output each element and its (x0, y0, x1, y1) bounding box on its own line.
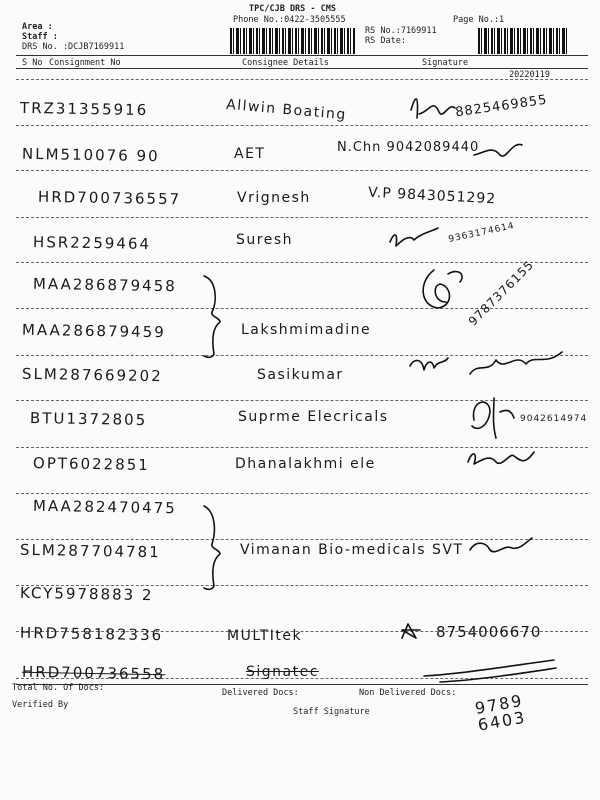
barcode-drs (230, 28, 355, 54)
consignee-phone: 9042614974 (520, 414, 588, 424)
signature-scribble (414, 262, 474, 322)
rs-date: RS Date: (365, 36, 406, 46)
consignee-phone: 8825469855 (454, 92, 549, 121)
verified-by-label: Verified By (12, 700, 69, 710)
consignee-name: Vrignesh (237, 190, 311, 206)
date-stamp: 20220119 (509, 70, 550, 80)
area-label: Area : (22, 22, 53, 32)
consignee-name: Suprme Elecricals (238, 409, 389, 425)
row-divider (16, 493, 588, 494)
consignee-phone: 8754006670 (436, 623, 542, 641)
consignee-name: Allwin Boating (225, 96, 348, 124)
consignment-number: HSR2259464 (32, 232, 152, 254)
consignment-number: TRZ31355916 (19, 98, 149, 120)
rs-number: RS No.:7169911 (365, 26, 437, 36)
col-consignee: Consignee Details (242, 58, 329, 68)
consignment-number: OPT6022851 (32, 453, 150, 475)
signature-scribble (466, 534, 536, 558)
consignee-name: Lakshmimadine (241, 322, 372, 338)
consignment-number: BTU1372805 (29, 408, 148, 430)
consignment-number: MAA286879458 (32, 274, 177, 296)
consignment-number: NLM510076 90 (21, 144, 160, 166)
page-number: Page No.:1 (453, 15, 505, 25)
signature-scribble (470, 133, 530, 163)
consignment-number: MAA282470475 (32, 496, 177, 518)
consignee-name: Signatec (246, 664, 319, 680)
col-consignment: Consignment No (49, 58, 121, 68)
consignment-number: HRD700736558 (21, 662, 166, 684)
col-signature: Signature (422, 58, 469, 68)
consignment-number: MAA286879459 (21, 320, 166, 342)
consignee-name: MULTItek (227, 628, 303, 644)
staff-signature-label: Staff Signature (293, 707, 370, 717)
group-brace (198, 502, 228, 594)
row-divider (16, 308, 588, 309)
header-divider (16, 55, 588, 56)
consignee-phone: 9363174614 (447, 221, 516, 245)
consignment-number: SLM287704781 (19, 540, 161, 562)
staff-label: Staff : (22, 32, 58, 42)
group-brace (198, 272, 228, 362)
consignee-name: AET (234, 146, 266, 162)
consignee-name: Suresh (236, 232, 293, 248)
row-divider (16, 79, 588, 80)
col-sno: S No (22, 58, 43, 68)
consignee-phone: 9787376155 (465, 257, 537, 329)
signature-scribble (460, 390, 520, 442)
signature-scribble (398, 620, 424, 646)
signature-scribble (420, 652, 560, 686)
non-delivered-docs-label: Non Delivered Docs: (359, 688, 457, 698)
signature-scribble (386, 222, 446, 252)
row-divider (16, 262, 588, 263)
consignee-name: Sasikumar (257, 367, 344, 383)
phone-number: Phone No.:0422-3505555 (233, 15, 346, 25)
delivered-docs-label: Delivered Docs: (222, 688, 299, 698)
signature-scribble (462, 446, 540, 472)
signature-scribble (404, 344, 572, 384)
signature-scribble (405, 88, 460, 126)
handwritten-counts: 9789 6403 (473, 690, 528, 735)
consignment-number: HRD700736557 (37, 187, 182, 209)
consignment-number: KCY5978883 2 (19, 583, 154, 605)
consignment-number: SLM287669202 (21, 364, 163, 386)
consignee-phone: V.P 9843051292 (367, 184, 497, 208)
consignment-number: HRD758182336 (19, 623, 164, 645)
row-divider (16, 170, 588, 171)
document-title: TPC/CJB DRS - CMS (249, 4, 336, 14)
consignee-name: Vimanan Bio-medicals SVT (240, 542, 464, 558)
row-divider (16, 217, 588, 218)
columns-divider (16, 68, 588, 69)
drs-number: DRS No. :DCJB7169911 (22, 42, 125, 52)
barcode-rs (478, 28, 568, 54)
consignee-phone: N.Chn 9042089440 (337, 140, 480, 155)
row-divider (16, 125, 588, 126)
consignee-name: Dhanalakhmi ele (235, 456, 376, 472)
total-docs-label: Total No. Of Docs: (12, 683, 105, 693)
